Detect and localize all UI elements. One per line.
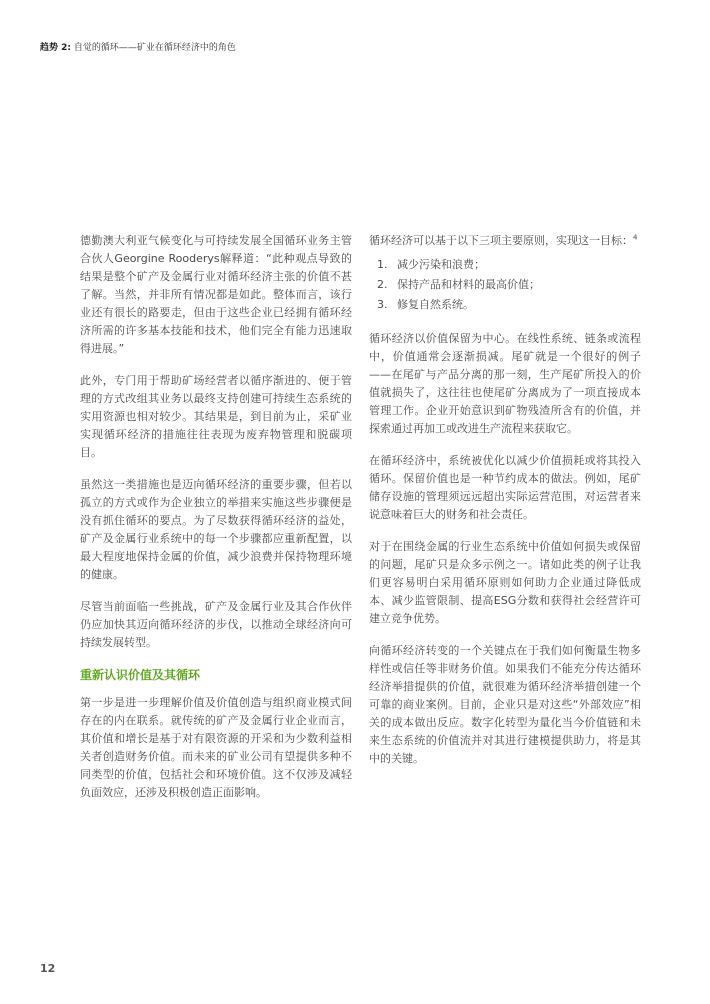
principles-list [369,256,641,314]
header-title: 自觉的循环——矿业在循环经济中的角色 [73,43,236,53]
right-column [369,232,641,782]
paragraph: 在循环经济中，系统被优化以减少价值损耗或将其投入循环。保留价值也是一种节约成本的做法。例如，尾矿储存设施的管理须远远超出实际运营范围，对运营者来说意味着巨大的财务和社会责任。 [369,454,641,521]
intro-text: 循环经济可以基于以下三项主要原则，实现这一目标： [369,234,633,247]
list-number: 1. [377,258,388,271]
paragraph: 此外，专门用于帮助矿场经营者以循序渐进的、便于管理的方式改组其业务以最终支持创建可持续生态系统的实用资源也相对较少。其结果是，到目前为止，采矿业实现循环经济的措施往往表现为废弃物管理和脱碳项目。 [80,374,352,459]
list-text: 修复自然系统。 [397,298,474,311]
list-number: 2. [377,278,388,291]
paragraph: 循环经济以价值保留为中心。在线性系统、链条或流程中，价值通常会逐渐损减。尾矿就是一个很好的例子——在尾矿与产品分离的那一刻，生产尾矿所投入的价值就损失了，这往往也使尾矿分离成为了一项直接成本管理工作。企业开始意识到矿物残渣所含有的价值，并探索通过再加工或改进生产流程来获取它。 [369,332,641,435]
section-heading: 重新认识价值及其循环 [80,668,201,682]
list-item [369,276,641,294]
paragraph: 尽管当前面临一些挑战，矿产及金属行业及其合作伙伴仍应加快其迈向循环经济的步伐，以推动全球经济向可持续发展转型。 [80,600,352,649]
paragraph: 第一步是进一步理解价值及价值创造与组织商业模式间存在的内在联系。就传统的矿产及金属行业企业而言，其价值和增长是基于对有限资源的开采和为少数利益相关者创造财务价值。而未来的矿业公司有望提供多种不同类型的价值，包括社会和环境价值。这不仅涉及减轻负面效应，还涉及积极创造正面影响。 [80,696,352,799]
page-number: 12 [40,962,56,975]
list-text: 减少污染和浪费； [397,258,485,271]
list-text: 保持产品和材料的最高价值； [397,278,540,291]
intro-paragraph [369,232,641,250]
paragraph: 向循环经济转变的一个关键点在于我们如何衡量生物多样性或信任等非财务价值。如果我们不能充分传达循环经济举措提供的价值，就很难为循环经济举措创建一个可靠的商业案例。目前，企业只是对这些“外部效应”相关的成本做出反应。数字化转型为量化当今价值链和未来生态系统的价值流并对其进行建模提供助力，将是其中的关键。 [369,644,641,765]
list-item [369,296,641,314]
left-column [80,232,352,816]
paragraph: 对于在围绕金属的行业生态系统中价值如何损失或保留的问题，尾矿只是众多示例之一。诸如此类的例子让我们更容易明白采用循环原则如何助力企业通过降低成本、减少监管限制、提高ESG分数和获得社会经营许可建立竞争优势。 [369,540,641,625]
paragraph: 虽然这一类措施也是迈向循环经济的重要步骤，但若以孤立的方式或作为企业独立的举措来实施这些步骤便是没有抓住循环的要点。为了尽数获得循环经济的益处，矿产及金属行业系统中的每一个步骤都应重新配置，以最大程度地保持金属的价值，减少浪费并保持物理环境的健康。 [80,478,352,581]
list-number: 3. [377,298,388,311]
running-header [40,40,236,53]
footnote-marker: 4 [633,233,638,242]
header-trend-label: 趋势 2: [40,43,71,53]
paragraph: 德勤澳大利亚气候变化与可持续发展全国循环业务主管合伙人Georgine Rooderys解释道：“此种观点导致的结果是整个矿产及金属行业对循环经济主张的价值不甚了解。当然，并非所有情况都是如此。整体而言，该行业还有很长的路要走，但由于这些企业已经拥有循环经济所需的许多基本技能和技术，他们完全有能力迅速取得进展。” [80,234,352,355]
list-item [369,256,641,274]
